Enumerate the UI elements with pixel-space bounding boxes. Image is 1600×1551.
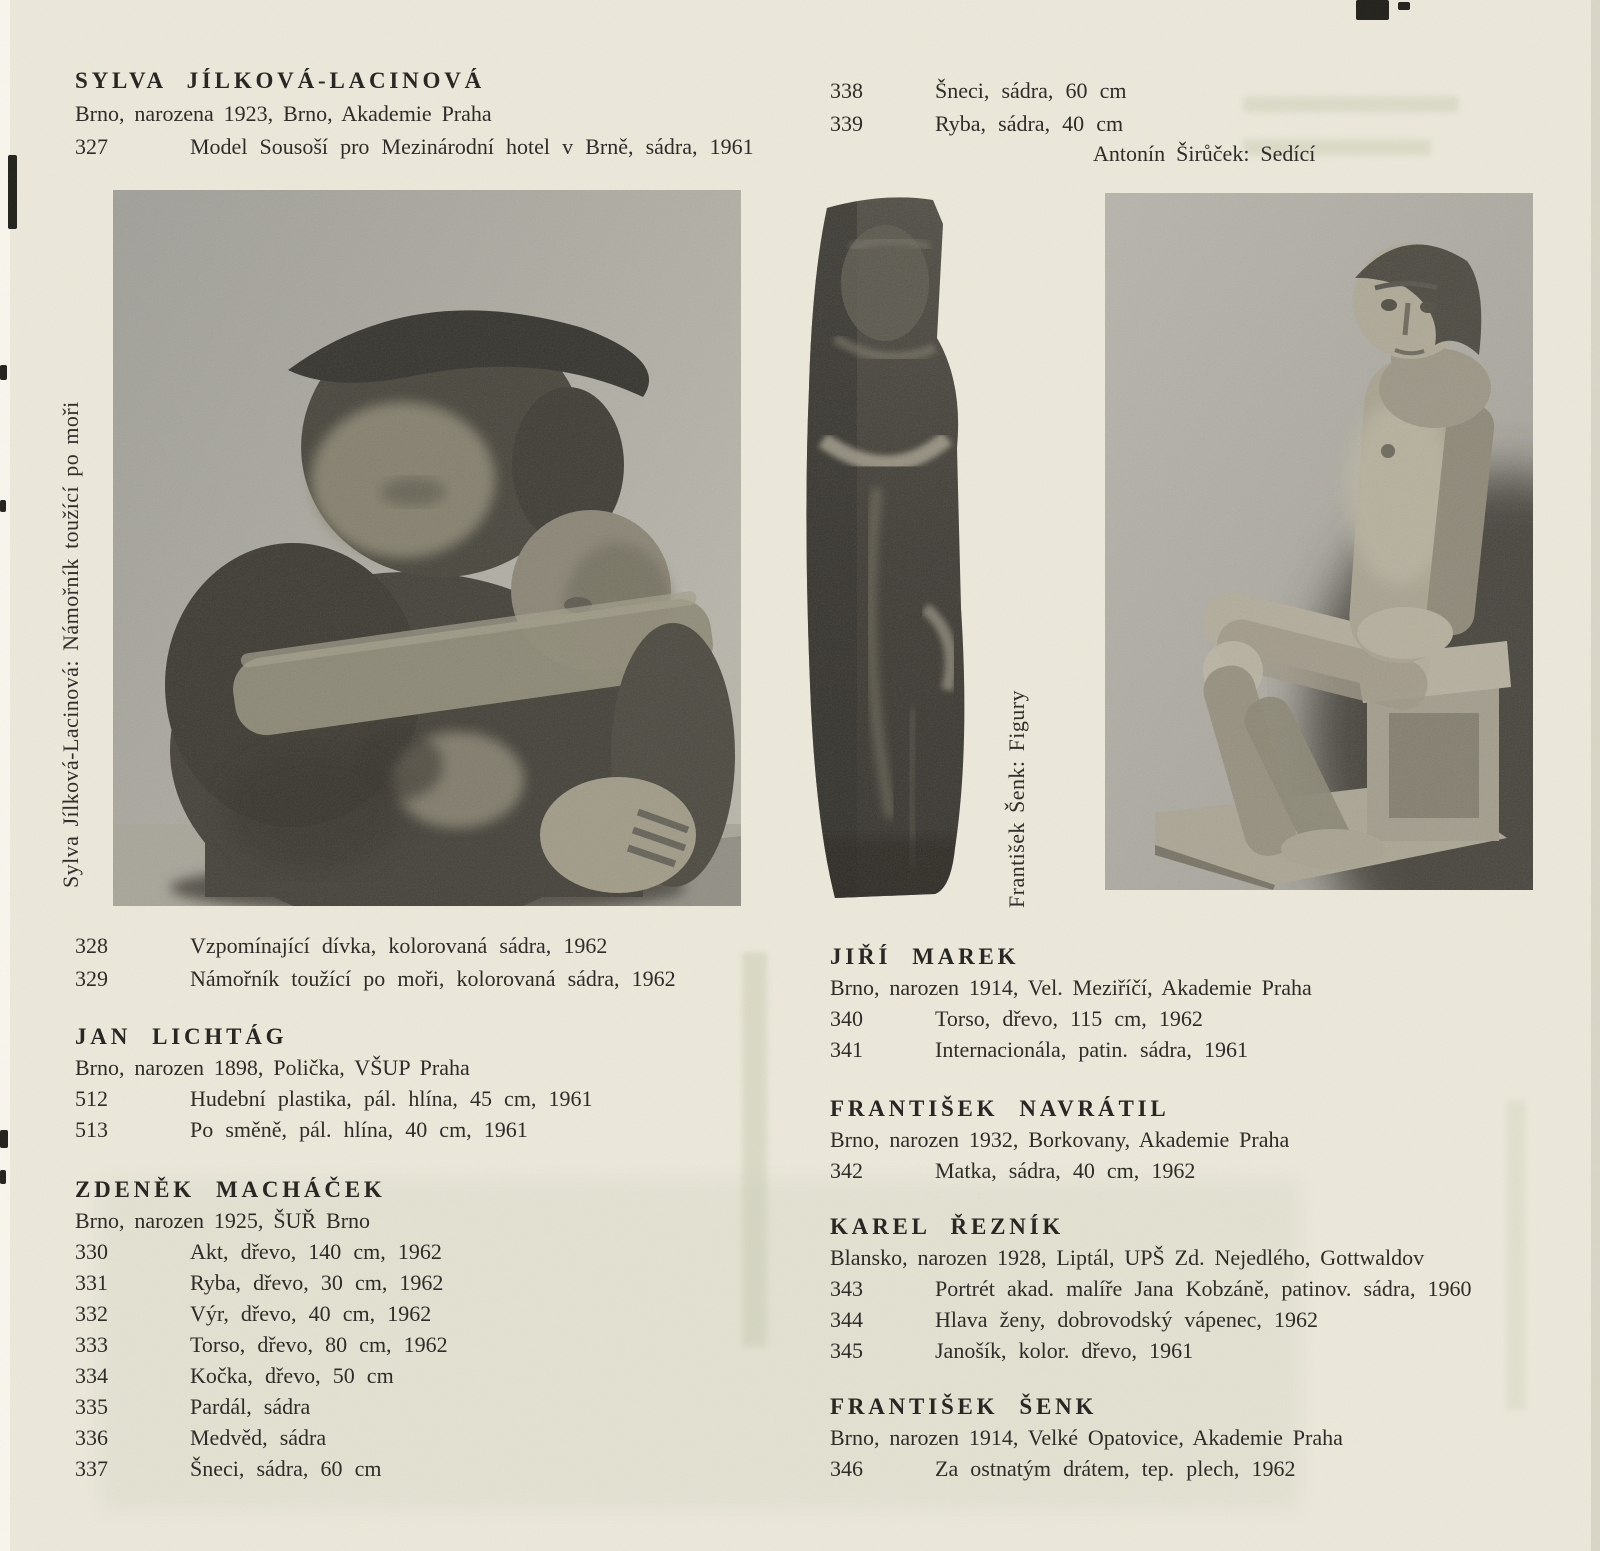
catalog-entry	[830, 1273, 1472, 1304]
scan-mark	[1398, 2, 1410, 10]
entry-number: 328	[75, 933, 108, 958]
artist-name: JAN LICHTÁG	[75, 1024, 288, 1049]
entry-number: 332	[75, 1301, 108, 1326]
artist-bio: Brno, narozen 1898, Polička, VŠUP Praha	[75, 1055, 470, 1080]
photo-caption-sedici: Antonín Širůček: Sedící	[1093, 141, 1316, 166]
entry-description: Šneci, sádra, 60 cm	[935, 78, 1127, 103]
catalog-entry	[75, 1298, 448, 1329]
catalog-entry	[75, 1453, 448, 1484]
entry-description: Matka, sádra, 40 cm, 1962	[935, 1158, 1196, 1183]
entry-description: Ryba, dřevo, 30 cm, 1962	[190, 1270, 444, 1295]
catalog-entry	[830, 1034, 1312, 1065]
entry-description: Pardál, sádra	[190, 1394, 311, 1419]
entry-description: Šneci, sádra, 60 cm	[190, 1456, 382, 1481]
catalog-entry	[830, 1335, 1472, 1366]
scan-mark	[0, 1170, 6, 1184]
entry-number: 334	[75, 1363, 108, 1388]
entry-description: Kočka, dřevo, 50 cm	[190, 1363, 394, 1388]
entry-description: Torso, dřevo, 115 cm, 1962	[935, 1006, 1203, 1031]
scan-mark	[8, 155, 17, 229]
entry-number: 344	[830, 1307, 863, 1332]
entry-description: Námořník toužící po moři, kolorovaná sádra, 1962	[190, 966, 676, 991]
entry-description: Model Sousoší pro Mezinárodní hotel v Brně, sádra, 1961	[190, 134, 754, 159]
entry-number: 340	[830, 1006, 863, 1031]
sculpture-sedici-illustration	[1105, 193, 1533, 890]
artist-bio: Brno, narozena 1923, Brno, Akademie Praha	[75, 101, 492, 126]
sculpture-figury-illustration	[765, 188, 997, 906]
entry-number: 331	[75, 1270, 108, 1295]
artist-bio: Brno, narozen 1914, Velké Opatovice, Akademie Praha	[830, 1425, 1343, 1450]
entry-number: 330	[75, 1239, 108, 1264]
artist-section-navratil	[830, 1093, 1289, 1186]
catalog-entry	[75, 1422, 448, 1453]
catalog-entry	[75, 1267, 448, 1298]
catalog-entry	[830, 74, 1126, 107]
entry-description: Akt, dřevo, 140 cm, 1962	[190, 1239, 442, 1264]
artist-name: FRANTIŠEK NAVRÁTIL	[830, 1096, 1170, 1121]
catalog-entry	[75, 130, 754, 163]
artist-name: JIŘÍ MAREK	[830, 944, 1020, 969]
entry-number: 327	[75, 134, 108, 159]
entry-number: 333	[75, 1332, 108, 1357]
entry-number: 335	[75, 1394, 108, 1419]
entry-number: 346	[830, 1456, 863, 1481]
catalog-entry	[830, 107, 1126, 140]
catalog-entry	[75, 929, 676, 962]
artist-bio: Blansko, narozen 1928, Liptál, UPŠ Zd. Nejedlého, Gottwaldov	[830, 1245, 1425, 1270]
artist-bio: Brno, narozen 1925, ŠUŘ Brno	[75, 1208, 371, 1233]
artist-section-marek	[830, 941, 1312, 1065]
catalog-entry	[830, 1304, 1472, 1335]
entry-description: Torso, dřevo, 80 cm, 1962	[190, 1332, 448, 1357]
catalog-entry	[830, 1155, 1289, 1186]
photo-caption-middle-vertical: František Šenk: Figury	[1004, 690, 1029, 908]
entry-number: 343	[830, 1276, 863, 1301]
photo-caption-left-vertical: Sylva Jílková-Lacinová: Námořník toužící po moři	[58, 401, 83, 888]
scan-mark	[0, 500, 6, 512]
entry-description: Portrét akad. malíře Jana Kobzáně, patinov. sádra, 1960	[935, 1276, 1472, 1301]
artist-section-jilkova	[75, 64, 754, 163]
artist-name: FRANTIŠEK ŠENK	[830, 1394, 1098, 1419]
artist-section-senk	[830, 1391, 1343, 1484]
artist-bio: Brno, narozen 1932, Borkovany, Akademie Praha	[830, 1127, 1290, 1152]
entries-below-photo	[75, 929, 676, 995]
entry-description: Výr, dřevo, 40 cm, 1962	[190, 1301, 432, 1326]
entry-description: Hudební plastika, pál. hlína, 45 cm, 1961	[190, 1086, 593, 1111]
catalog-entry	[75, 1391, 448, 1422]
entry-description: Hlava ženy, dobrovodský vápenec, 1962	[935, 1307, 1318, 1332]
scan-right-shadow	[1591, 0, 1600, 1551]
photo-jilkova-sculpture	[113, 190, 741, 906]
entry-number: 336	[75, 1425, 108, 1450]
catalog-entry	[830, 1003, 1312, 1034]
artist-name: SYLVA JÍLKOVÁ-LACINOVÁ	[75, 68, 486, 93]
catalog-entry	[75, 962, 676, 995]
entry-number: 339	[830, 111, 863, 136]
catalog-entry	[75, 1083, 593, 1114]
photo-senk-sculpture	[765, 188, 997, 906]
catalog-entry	[75, 1360, 448, 1391]
catalog-entry	[830, 1453, 1343, 1484]
artist-section-machacek	[75, 1174, 448, 1484]
entry-description: Vzpomínající dívka, kolorovaná sádra, 1962	[190, 933, 608, 958]
catalog-entry	[75, 1329, 448, 1360]
entry-number: 345	[830, 1338, 863, 1363]
scan-mark	[0, 1130, 8, 1148]
artist-name: ZDENĚK MACHÁČEK	[75, 1177, 386, 1202]
scan-left-margin	[0, 0, 10, 1551]
entry-description: Po směně, pál. hlína, 40 cm, 1961	[190, 1117, 528, 1142]
bleedthrough-column	[1506, 1100, 1526, 1410]
sculpture-sailor-illustration	[113, 190, 741, 906]
entry-number: 341	[830, 1037, 863, 1062]
entry-number: 512	[75, 1086, 108, 1111]
catalog-entry	[75, 1114, 593, 1145]
catalog-entry	[75, 1236, 448, 1267]
entry-description: Internacionála, patin. sádra, 1961	[935, 1037, 1249, 1062]
entry-number: 338	[830, 78, 863, 103]
entry-number: 513	[75, 1117, 108, 1142]
entry-number: 342	[830, 1158, 863, 1183]
scan-mark	[0, 365, 7, 380]
entry-description: Medvěd, sádra	[190, 1425, 327, 1450]
scan-mark	[1356, 0, 1389, 20]
entry-number: 337	[75, 1456, 108, 1481]
artist-section-reznik	[830, 1211, 1472, 1366]
artist-name: KAREL ŘEZNÍK	[830, 1214, 1065, 1239]
entry-description: Za ostnatým drátem, tep. plech, 1962	[935, 1456, 1296, 1481]
entry-number: 329	[75, 966, 108, 991]
artist-section-lichtag	[75, 1021, 593, 1145]
artist-bio: Brno, narozen 1914, Vel. Meziříčí, Akademie Praha	[830, 975, 1312, 1000]
photo-sirucek-sculpture	[1105, 193, 1533, 890]
entries-top-right	[830, 74, 1126, 140]
entry-description: Ryba, sádra, 40 cm	[935, 111, 1124, 136]
bleedthrough-text	[1243, 96, 1459, 113]
entry-description: Janošík, kolor. dřevo, 1961	[935, 1338, 1194, 1363]
